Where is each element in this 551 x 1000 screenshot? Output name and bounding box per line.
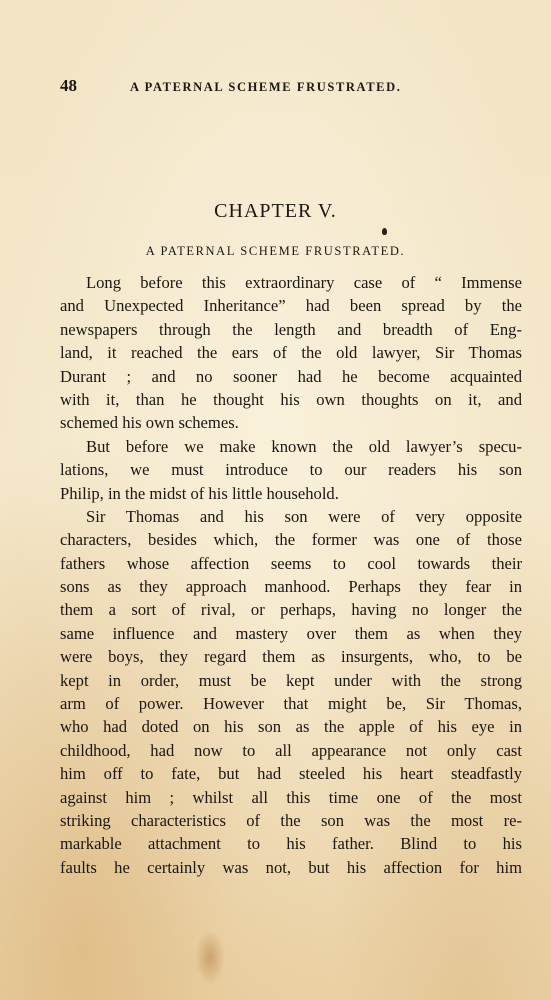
- text-line: fathers whose affection seems to cool towards their: [60, 553, 522, 573]
- ink-blot: [382, 228, 387, 235]
- text-line: sons as they approach manhood. Perhaps they fear in: [60, 577, 522, 597]
- text-line: kept in order, must be kept under with the strong: [60, 670, 522, 690]
- running-title: A PATERNAL SCHEME FRUSTRATED.: [130, 80, 402, 94]
- text-line: lations, we must introduce to our readers his son: [60, 460, 522, 480]
- text-line: arm of power. However that might be, Sir Thomas,: [60, 694, 522, 714]
- text-line: him off to fate, but had steeled his heart steadfastly: [60, 764, 522, 784]
- text-line: land, it reached the ears of the old lawyer, Sir Thomas: [60, 343, 522, 363]
- text-line: them a sort of rival, or perhaps, having no longer the: [60, 600, 522, 620]
- text-line: who had doted on his son as the apple of his eye in: [60, 717, 522, 737]
- text-line: schemed his own schemes.: [60, 413, 239, 433]
- text-line: Sir Thomas and his son were of very opposite: [86, 506, 522, 526]
- text-line: striking characteristics of the son was the most re-: [60, 810, 522, 830]
- text-line: against him ; whilst all this time one of the most: [60, 787, 522, 807]
- body-text: [60, 271, 522, 879]
- text-line: with it, than he thought his own thoughts on it, and: [60, 389, 522, 409]
- text-line: faults he certainly was not, but his affection for him: [60, 857, 522, 877]
- text-line: But before we make known the old lawyer’s specu-: [86, 436, 522, 456]
- text-line: childhood, had now to all appearance not only cast: [60, 740, 522, 760]
- text-line: markable attachment to his father. Blind to his: [60, 834, 522, 854]
- text-line: were boys, they regard them as insurgents, who, to be: [60, 647, 522, 667]
- text-line: Philip, in the midst of his little household.: [60, 483, 339, 503]
- text-line: Durant ; and no sooner had he become acquainted: [60, 366, 522, 386]
- text-line: same influence and mastery over them as when they: [60, 623, 522, 643]
- running-head: [60, 76, 521, 96]
- chapter-subtitle: A PATERNAL SCHEME FRUSTRATED.: [145, 244, 406, 258]
- page-number: 48: [60, 76, 77, 95]
- text-line: and Unexpected Inheritance” had been spread by the: [60, 296, 522, 316]
- chapter-heading: CHAPTER V.: [214, 200, 337, 222]
- text-line: characters, besides which, the former was one of those: [60, 530, 522, 550]
- paper-stain: [195, 930, 225, 985]
- text-line: Long before this extraordinary case of “ Immense: [86, 273, 522, 292]
- text-line: newspapers through the length and breadth of Eng-: [60, 319, 522, 339]
